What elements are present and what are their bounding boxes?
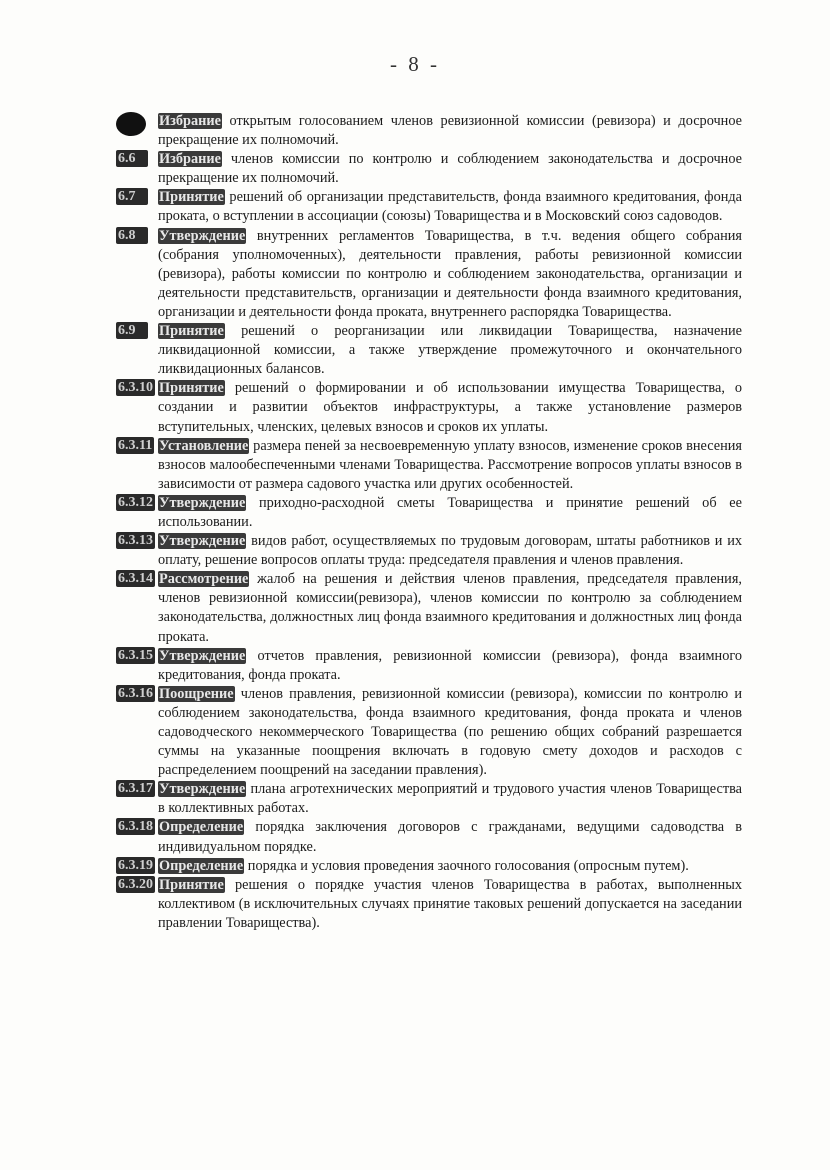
- item-text: решений о формировании и об использовании имущества Товарищества, о создании и развитии объектов инфраструктуры, а также установление размеров вступительных, членских, целевых взносов и сроков их уплаты.: [158, 380, 742, 435]
- item-lead: Утверждение: [159, 227, 246, 244]
- item-number: 6.3.12: [118, 494, 153, 510]
- item-text: размера пеней за несвоевременную уплату взносов, изменение сроков внесения взносов малообеспеченными членами Товарищества. Рассмотрение вопросов уплаты взносов в зависимости от размера садового участка или других особенностей.: [158, 437, 742, 492]
- item-lead: Утверждение: [159, 781, 246, 798]
- item-text: видов работ, осуществляемых по трудовым договорам, штаты работников и их оплату, решение вопросов оплаты труда: председателя правления и членов правления.: [158, 533, 742, 569]
- item-lead: Принятие: [159, 876, 224, 893]
- item-number: 6.7: [116, 188, 148, 205]
- item-text: порядка и условия проведения заочного голосования (опросным путем).: [244, 857, 689, 874]
- list-item: [116, 322, 742, 379]
- item-number: 6.3.14: [118, 571, 153, 587]
- item-lead: Принятие: [159, 189, 224, 206]
- item-number: 6.3.13: [118, 533, 153, 549]
- list-item: [116, 532, 742, 570]
- item-lead: Утверждение: [159, 533, 246, 550]
- item-text: членов комиссии по контролю и соблюдением законодательства и досрочное прекращение их полномочий.: [158, 151, 742, 187]
- list-item: [116, 876, 742, 933]
- list-item: [116, 188, 742, 226]
- list-item: [116, 780, 742, 818]
- item-text: жалоб на решения и действия членов правления, председателя правления, членов ревизионной комиссии(ревизора), членов комиссии по контролю за соблюдением законодательства, должностных лиц фонда взаимного кредитования и должностных лиц фонда проката.: [158, 571, 742, 645]
- item-text: открытым голосованием членов ревизионной комиссии (ревизора) и досрочное прекращение их полномочий.: [158, 113, 742, 149]
- list-item: [116, 494, 742, 532]
- item-text: решений о реорганизации или ликвидации Товарищества, назначение ликвидационной комиссии, а также утверждение промежуточного и окончательного ликвидационных балансов.: [158, 323, 742, 378]
- list-item: [116, 570, 742, 646]
- item-number: 6.3.15: [118, 647, 153, 663]
- list-item: [116, 437, 742, 494]
- item-lead: Утверждение: [159, 494, 246, 511]
- list-item: [116, 647, 742, 685]
- item-number: 6.3.20: [118, 876, 153, 892]
- item-number: 6.9: [116, 322, 148, 339]
- item-number: 6.8: [116, 227, 148, 244]
- item-text: плана агротехнических мероприятий и трудового участия членов Товарищества в коллективных работах.: [158, 781, 742, 817]
- item-lead: Утверждение: [159, 647, 246, 664]
- item-lead: Избрание: [159, 113, 221, 129]
- item-text: решений об организации представительств, фонда взаимного кредитования, фонда проката, о вступлении в ассоциации (союзы) Товарищества и в Московский союз садоводов.: [158, 189, 742, 225]
- item-lead: Рассмотрение: [159, 571, 249, 588]
- item-lead: Определение: [159, 819, 244, 836]
- item-text: приходно-расходной сметы Товарищества и принятие решений об ее использовании.: [158, 494, 742, 530]
- item-number: 6.3.17: [118, 781, 153, 797]
- item-lead: Принятие: [159, 380, 224, 397]
- item-text: решения о порядке участия членов Товарищества в работах, выполненных коллективом (в исключительных случаях принятие таковых решений допускается на заседании правлении Товарищества).: [158, 876, 742, 931]
- list-item: [116, 379, 742, 436]
- item-number: 6.3.10: [118, 380, 153, 396]
- list-item: [116, 685, 742, 780]
- item-text: порядка заключения договоров с гражданами, ведущими садоводства в индивидуальном порядке.: [158, 819, 742, 855]
- item-lead: Поощрение: [159, 685, 234, 702]
- item-number: 6.3.16: [118, 685, 153, 701]
- item-lead: Избрание: [159, 151, 221, 168]
- list-item: [116, 112, 742, 150]
- list-item: [116, 857, 742, 876]
- item-lead: Принятие: [159, 323, 224, 340]
- item-lead: Определение: [159, 857, 244, 874]
- list-item: [116, 227, 742, 322]
- list-item: [116, 818, 742, 856]
- item-text: членов правления, ревизионной комиссии (ревизора), комиссии по контролю и соблюдением законодательства, фонда взаимного кредитования, фонда проката и членов садоводческого некоммерческого Товарищества (по решению общих собраний разрешается суммы на указанные поощрения включать в годовую смету доходов и расходов с распределением поощрений на заседании правления).: [158, 685, 742, 779]
- item-number: 6.3.11: [118, 437, 153, 453]
- item-lead: Установление: [159, 437, 249, 454]
- page-number: - 8 -: [390, 52, 440, 76]
- item-text: отчетов правления, ревизионной комиссии (ревизора), фонда взаимного кредитования, фонда проката.: [158, 647, 742, 683]
- document-body: [116, 112, 742, 933]
- item-number: 6.6: [116, 150, 148, 167]
- item-text: внутренних регламентов Товарищества, в т.ч. ведения общего собрания (собрания уполномоченных), деятельности правления, работы ревизионной комиссии (ревизора), работы комиссии по контролю и соблюдением законодательства, организации и деятельности представительств, организации и деятельности фонда взаимного кредитования, организации и деятельности фонда проката, внутреннего распорядка Товарищества.: [158, 227, 742, 320]
- item-number: 6.3.18: [118, 819, 153, 835]
- item-number: 6.3.19: [118, 857, 153, 873]
- list-item: [116, 150, 742, 188]
